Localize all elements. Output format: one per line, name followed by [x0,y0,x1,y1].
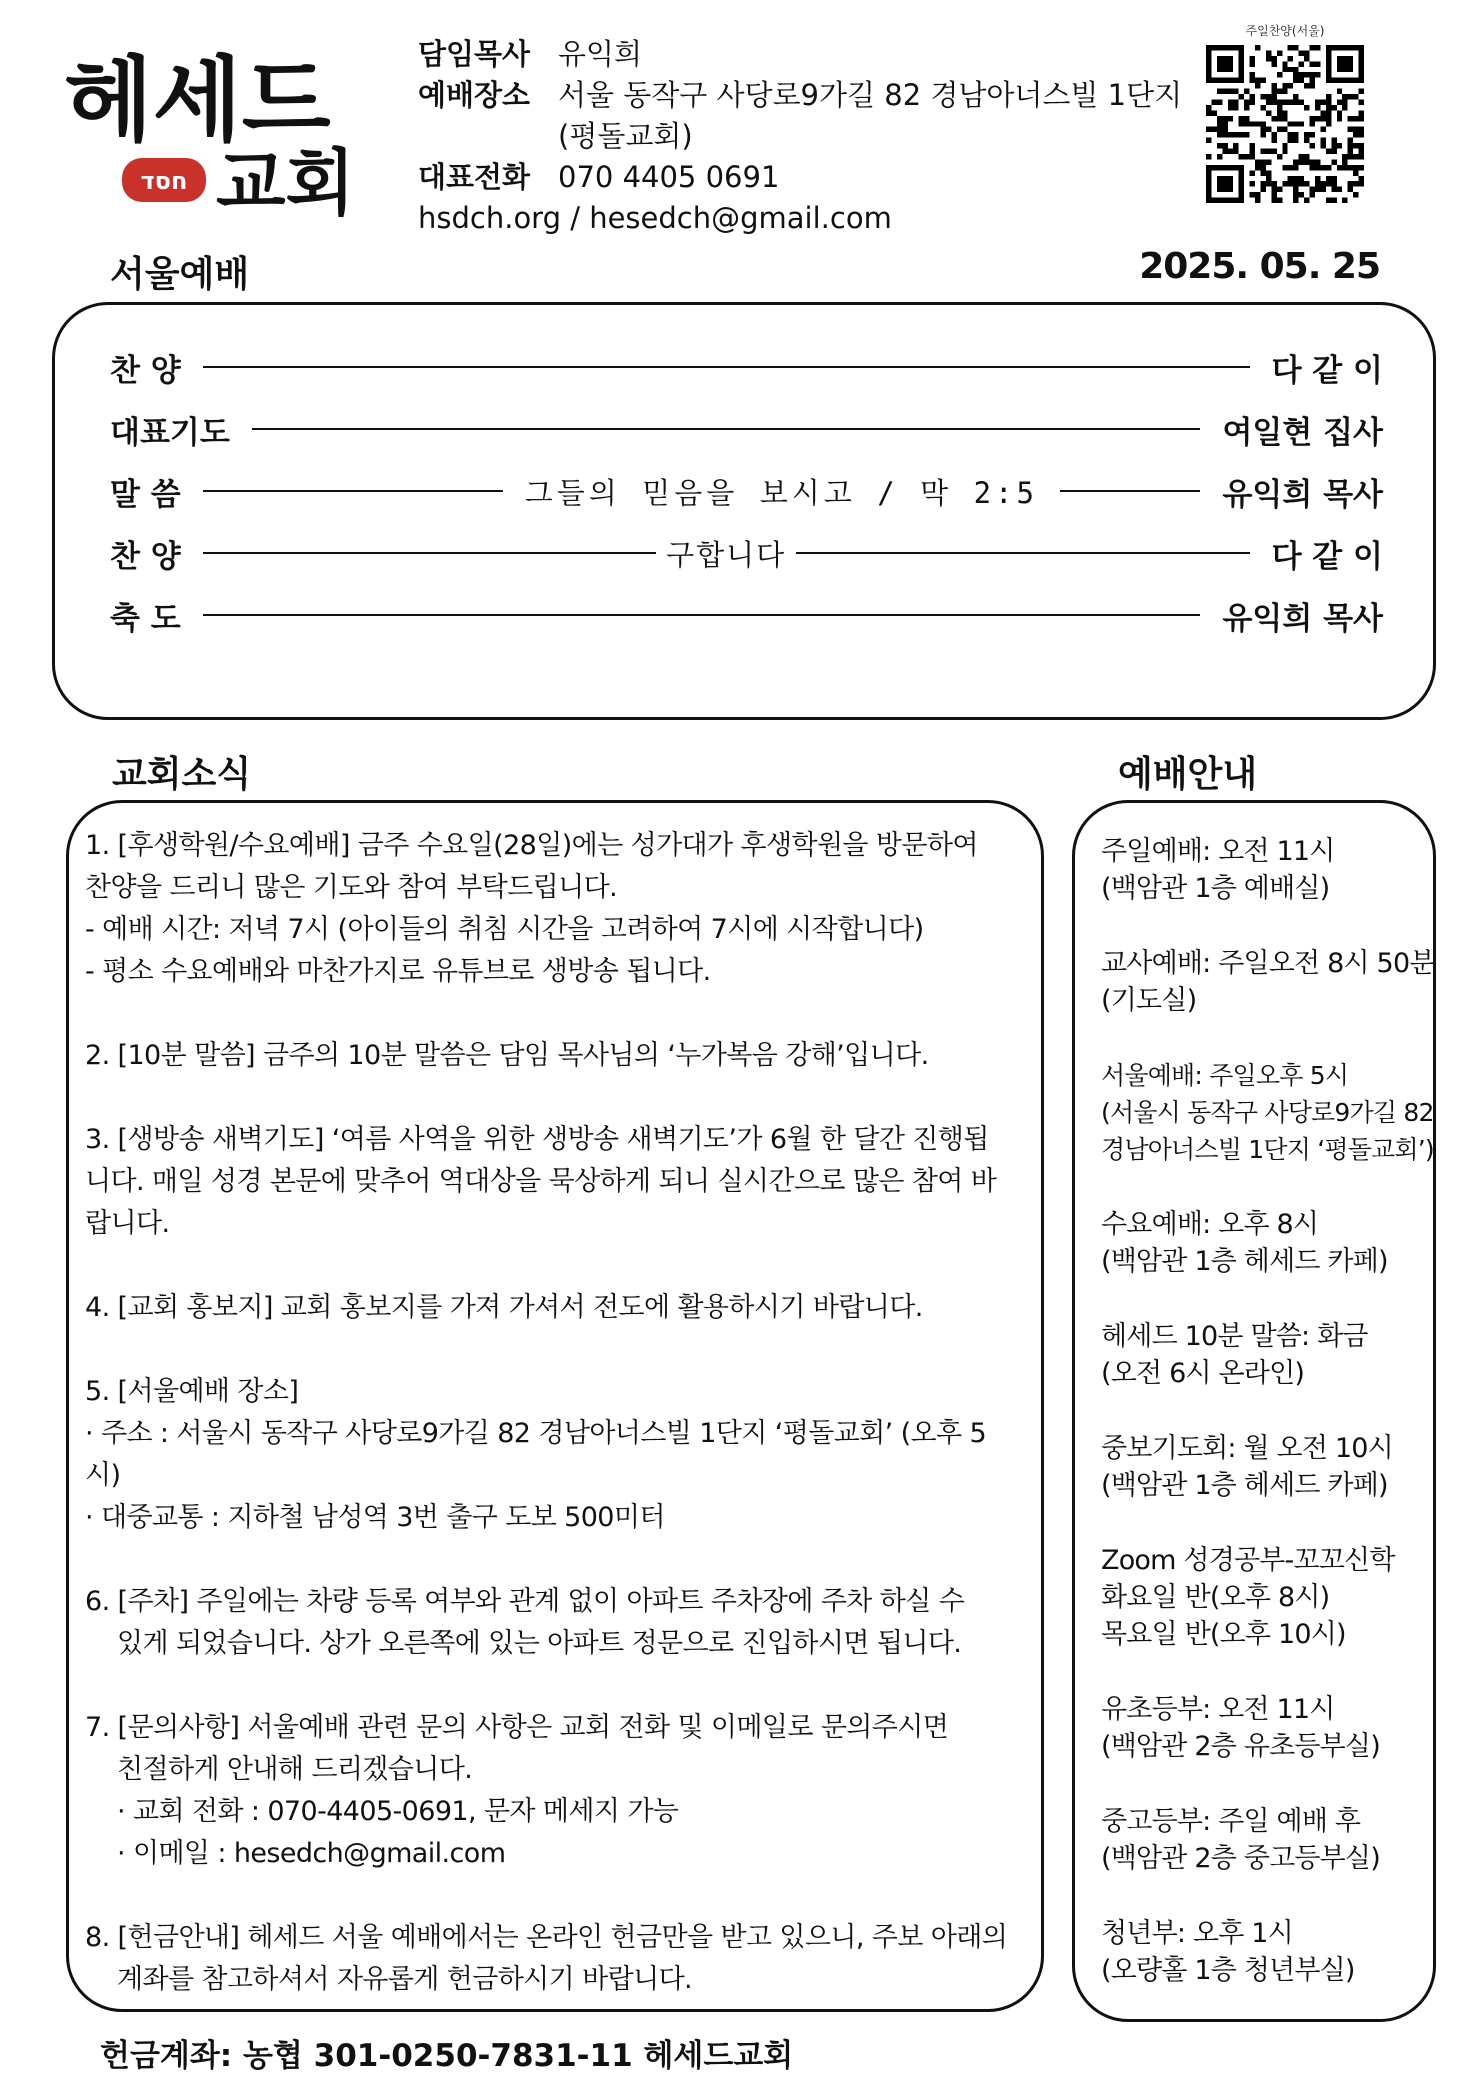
schedule-line: (백암관 2층 유초등부실) [1101,1731,1380,1762]
schedule-line: (기도실) [1101,985,1197,1016]
schedule-line: 서울예배: 주일오후 5시 [1101,1061,1349,1090]
order-dash-line [203,366,1250,368]
news-line: · 교회 전화 : 070-4405-0691, 문자 메세지 가능 [117,1796,679,1827]
schedule-item [1101,1803,1423,1877]
venue-line1: 서울 동작구 사당로9가길 82 경남아너스빌 1단지 [558,78,1183,112]
news-item [85,1287,1021,1329]
news-item [85,1917,1021,2001]
schedule-line: 경남아너스빌 1단지 ‘평돌교회’) [1101,1135,1434,1164]
order-label: 대표기도 [110,414,230,451]
order-person: 다 같 이 [1271,538,1383,575]
news-line: 5. [서울예배 장소] [85,1376,299,1407]
news-line: · 이메일 : hesedch@gmail.com [117,1838,506,1869]
venue-label: 예배장소 [418,78,531,112]
schedule-line: 목요일 반(오후 10시) [1101,1619,1346,1650]
order-label: 찬 양 [110,352,181,389]
schedule-line: 청년부: 오후 1시 [1101,1918,1293,1949]
qr-block [1200,22,1370,203]
schedule-item [1101,1915,1423,1989]
order-dash-line [203,614,1201,616]
venue-value [558,75,1198,157]
news-line: 4. [교회 홍보지] 교회 홍보지를 가져 가셔서 전도에 활용하시기 바랍니다. [85,1292,923,1323]
order-item-hymn [110,531,1383,575]
news-line: 계좌를 참고하셔서 자유롭게 헌금하시기 바랍니다. [117,1964,693,1995]
order-person: 유익희 목사 [1222,600,1383,637]
order-of-worship [52,302,1436,720]
news-line: 3. [생방송 새벽기도] ‘여름 사역을 위한 생방송 새벽기도’가 6월 한 달간 진행됩 [85,1124,989,1155]
news-item [85,1371,1021,1539]
hymn-title: 구합니다 [666,537,787,572]
schedule-heading: 예배안내 [1118,754,1258,795]
order-person: 유익희 목사 [1222,476,1383,513]
schedule-line: (백암관 2층 중고등부실) [1101,1843,1380,1874]
news-line: 6. [주차] 주일에는 차량 등록 여부와 관계 없이 아파트 주차장에 주차 하실 수 [85,1586,965,1617]
schedule-line: 주일예배: 오전 11시 [1101,836,1335,867]
news-item [85,1581,1021,1665]
phone-number: 070 4405 0691 [558,160,780,194]
news-line: · 주소 : 서울시 동작구 사당로9가길 82 경남아너스빌 1단지 ‘평돌교회’ (오후 5시) [85,1418,987,1491]
church-logo-mark [60,40,380,220]
order-person: 여일현 집사 [1222,414,1383,451]
order-person: 다 같 이 [1271,352,1383,389]
order-dash-line [796,552,1249,554]
order-label: 찬 양 [110,538,181,575]
logo-sub-text: 교회 [216,140,356,220]
schedule-line: (백암관 1층 예배실) [1101,873,1330,904]
news-item [85,825,1021,993]
news-line: 니다. 매일 성경 본문에 맞추어 역대상을 묵상하게 되니 실시간으로 많은 참여 바 [85,1166,997,1197]
schedule-line: 중고등부: 주일 예배 후 [1101,1806,1361,1837]
news-item [85,1035,1021,1077]
schedule-item [1101,833,1423,907]
news-line: 랍니다. [85,1208,170,1239]
order-label: 말 씀 [110,476,181,513]
service-title: 서울예배 [110,254,250,295]
venue-row [418,75,1198,157]
news-line: 친절하게 안내해 드리겠습니다. [117,1754,473,1785]
pastor-row [418,34,1198,75]
news-line: - 예배 시간: 저녁 7시 (아이들의 취침 시간을 고려하여 7시에 시작합니다) [85,914,924,945]
church-logo [60,40,380,220]
qr-caption: 주일찬양(서울) [1245,24,1325,38]
schedule-line: 수요예배: 오후 8시 [1101,1209,1319,1240]
venue-line2: (평돌교회) [558,119,693,153]
schedule-item [1101,1057,1434,1168]
schedule-item [1101,1542,1423,1653]
logo-badge-text: חסד [140,167,188,195]
schedule-line: (백암관 1층 헤세드 카페) [1101,1470,1388,1501]
order-item-prayer [110,407,1383,451]
service-date: 2025. 05. 25 [1139,246,1380,287]
schedule-line: 헤세드 10분 말씀: 화금 [1101,1321,1368,1352]
schedule-line: 화요일 반(오후 8시) [1101,1582,1330,1613]
news-line: 7. [문의사항] 서울예배 관련 문의 사항은 교회 전화 및 이메일로 문의주시면 [85,1712,949,1743]
phone-row [418,157,1198,198]
phone-label: 대표전화 [418,160,531,194]
order-label: 축 도 [110,600,181,637]
schedule-item [1101,1318,1423,1392]
schedule-line: (오량홀 1층 청년부실) [1101,1955,1355,1986]
worship-schedule [1072,800,1436,2022]
offering-account: 헌금계좌: 농협 301-0250-7831-11 헤세드교회 [100,2038,794,2074]
order-item-sermon [110,469,1383,513]
news-heading: 교회소식 [112,754,252,795]
schedule-line: (백암관 1층 헤세드 카페) [1101,1246,1388,1277]
pastor-name: 유익희 [558,37,643,71]
church-news [66,800,1044,2012]
schedule-item [1101,1206,1423,1280]
schedule-item [1101,1430,1423,1504]
qr-code-icon[interactable] [1206,45,1364,203]
schedule-line: (서울시 동작구 사당로9가길 82 [1101,1098,1434,1127]
schedule-line: 중보기도회: 월 오전 10시 [1101,1433,1393,1464]
news-line: 8. [헌금안내] 헤세드 서울 예배에서는 온라인 헌금만을 받고 있으니, 주보 아래의 [85,1922,1008,1953]
website-email[interactable]: hsdch.org / hesedch@gmail.com [418,201,892,235]
logo-main-text: 헤세드 [64,46,331,154]
schedule-line: Zoom 성경공부-꼬꼬신학 [1101,1545,1395,1576]
order-dash-line [203,490,503,492]
news-line: 2. [10분 말씀] 금주의 10분 말씀은 담임 목사님의 ‘누가복음 강해’입니다. [85,1040,929,1071]
news-item [85,1707,1021,1875]
news-line: - 평소 수요예배와 마찬가지로 유튜브로 생방송 됩니다. [85,956,711,987]
order-item-benediction [110,593,1383,637]
order-dash-line [203,552,656,554]
order-dash-line [1060,490,1201,492]
order-item-praise [110,345,1383,389]
church-info [418,34,1198,239]
schedule-line: 유초등부: 오전 11시 [1101,1694,1335,1725]
sermon-title: 그들의 믿음을 보시고 / 막 2:5 [524,475,1038,510]
news-line: 1. [후생학원/수요예배] 금주 수요일(28일)에는 성가대가 후생학원을 방문하여 [85,830,978,861]
news-line: 있게 되었습니다. 상가 오른쪽에 있는 아파트 정문으로 진입하시면 됩니다. [117,1628,962,1659]
news-item [85,1119,1021,1245]
schedule-line: 교사예배: 주일오전 8시 50분 [1101,948,1435,979]
schedule-item [1101,945,1435,1019]
schedule-line: (오전 6시 온라인) [1101,1358,1305,1389]
schedule-item [1101,1691,1423,1765]
news-line: · 대중교통 : 지하철 남성역 3번 출구 도보 500미터 [85,1502,665,1533]
news-line: 찬양을 드리니 많은 기도와 참여 부탁드립니다. [85,872,618,903]
order-dash-line [252,428,1201,430]
pastor-label: 담임목사 [418,37,531,71]
